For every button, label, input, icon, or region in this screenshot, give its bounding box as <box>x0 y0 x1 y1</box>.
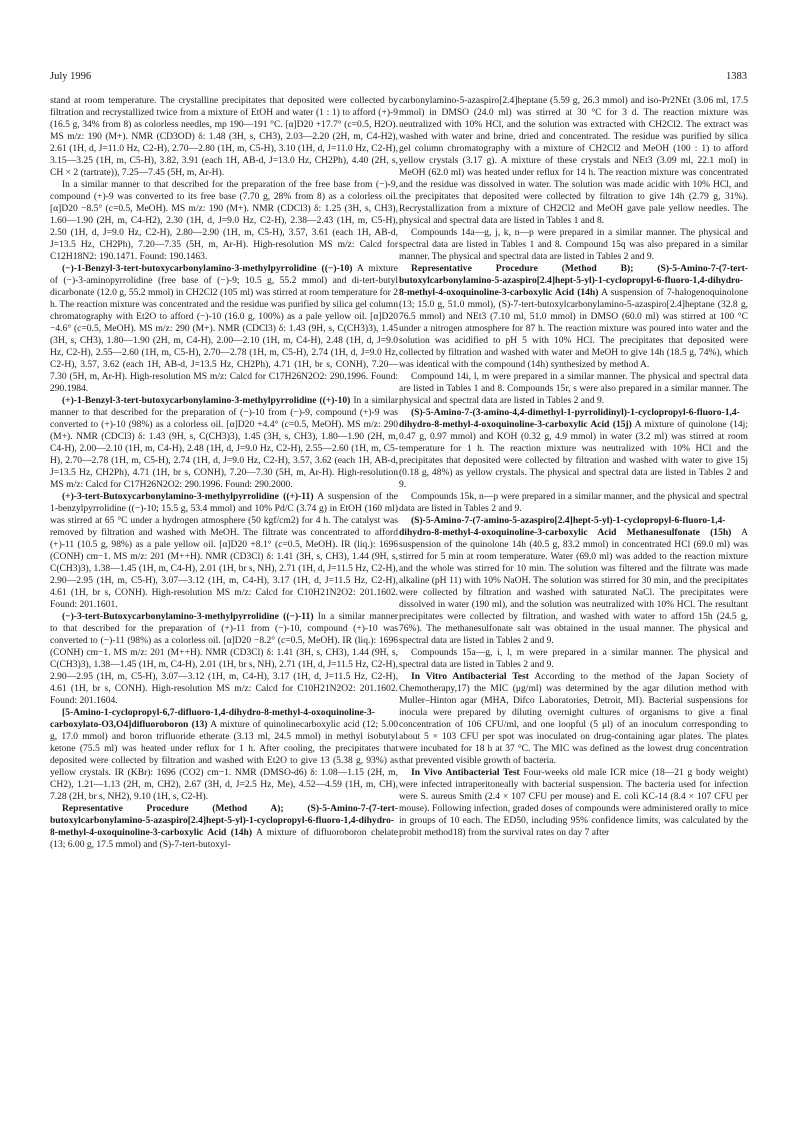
body-text: In a similar manner to that described for the preparation of (+)-11 from (−)-10, compound (+)-10 was converted to (−)-11 (98%) as a colorless oil. [α]D20 −8.2° (c=0.5, MeOH). IR (liq.): 1696 (CONH) cm−1. MS m/z: 201 (M++H). NMR (CD3Cl) δ: 1.41 (3H, s, CH3), 1.44 (9H, s, C(CH3)3), 1.38—1.45 (1H, m, C4-H), 2.01 (1H, br s, NH), 2.71 (1H, d, J=11.5 Hz, C2-H), 2.90—2.95 (1H, m, C5-H), 3.07—3.12 (1H, m, C4-H), 3.17 (1H, d, J=11.5 Hz, C2-H), 4.61 (1H, br s, CONH). High-resolution MS m/z: Calcd for C10H21N2O2: 201.1602. Found: 201.1604. <box>50 611 398 706</box>
body-text: A mixture of quinolinecarboxylic acid (12; 5.00 g, 17.0 mmol) and boron trifluoride etherate (3.13 ml, 24.5 mmol) in methyl isobutyl ketone (75.5 ml) was heated under reflux for 1 h. After cooling, the precipitates that deposited were collected by filtration and washed with Et2O to give 13 (5.38 g, 93%) as yellow crystals. IR (KBr): 1696 (CO2) cm−1. NMR (DMSO-d6) δ: 1.08—1.15 (2H, m, CH2), 1.21—1.13 (2H, m, CH2), 2.67 (3H, d, J=2.5 Hz, Me), 4.52—4.59 (1H, m, CH), 7.28 (2H, br s, NH2), 9.10 (1H, s, C2-H). <box>50 719 398 802</box>
running-header-date: July 1996 <box>50 71 92 82</box>
section-heading: In Vivo Antibacterial Test <box>411 767 520 778</box>
section-heading: (−)-1-Benzyl-3-tert-butoxycarbonylamino-3-methylpyrrolidine ((−)-10) <box>62 263 353 274</box>
paragraph <box>50 263 398 395</box>
section-heading: (S)-5-Amino-7-(7-amino-5-azaspiro[2.4]hept-5-yl)-1-cyclopropyl-6-fluoro-1,4-dihydro-8-methyl-4-oxoquinoline-3-carboxylic Acid Methanesulfonate (15h) <box>399 515 732 538</box>
paragraph <box>399 491 748 515</box>
paragraph <box>399 515 748 647</box>
body-text: In a similar manner to that described for the preparation of the free base from (−)-9, compound (+)-9 was converted to its free base (7.70 g, 28% from 8) as a colorless oil. [α]D20 −8.5° (c=0.5, MeOH). MS m/z: 190 (M+). NMR (CDCl3) δ: 1.25 (3H, s, CH3), 1.60—1.90 (2H, m, C4-H2), 2.30 (1H, d, J=9.0 Hz, C2-H), 2.38—2.43 (1H, m, C5-H), 2.50 (1H, d, J=9.0 Hz, C2-H), 2.80—2.90 (1H, m, C5-H), 3.57, 3.61 (each 1H, AB-d, J=13.5 Hz, CH2Ph), 7.20—7.35 (5H, m, Ar-H). High-resolution MS m/z: Calcd for C12H18N2: 190.1471. Found: 190.1463. <box>50 179 398 262</box>
left-column <box>50 95 398 851</box>
body-text: Compounds 15k, n—p were prepared in a similar manner, and the physical and spectral data are listed in Tables 2 and 9. <box>399 491 748 514</box>
section-heading: In Vitro Antibacterial Test <box>411 671 529 682</box>
body-text: A suspension of 7-halogenoquinolone (13; 15.0 g, 51.0 mmol), (S)-7-tert-butoxylcarbonylamino-5-azaspiro[2.4]heptane (32.8 g, 76.5 mmol) and NEt3 (7.10 ml, 51.0 mmol) in DMSO (60.0 ml) was stirred at 100 °C under a nitrogen atmosphere for 87 h. The reaction mixture was poured into water and the solution was acidified to pH 5 with 10% HCl. The precipitates that deposited were collected by filtration and washed with water and MeOH to give 14h (18.5 g, 74%), which was identical with the compound (14h) synthesized by method A. <box>399 287 748 370</box>
paragraph <box>50 491 398 611</box>
section-heading: Representative Procedure (Method A); (S)-5-Amino-7-(7-tert-butoxylcarbonylamino-5-azaspiro[2.4]hept-5-yl)-1-cyclopropyl-6-fluoro-1,4-dihydro-8-methyl-4-oxoquinoline-3-carboxylic Acid (14h) <box>50 803 398 838</box>
body-text: Four-weeks old male ICR mice (18—21 g body weight) were infected intraperitoneally with bacterial suspension. The bacteria used for infection were S. aureus Smith (2.4 × 107 CFU per mouse) and E. coli KC-14 (8.4 × 107 CFU per mouse). Following infection, graded doses of compounds were administered orally to mice in groups of 10 each. The ED50, including 95% confidence limits, was calculated by the probit method18) from the survival rates on day 7 after <box>399 767 748 838</box>
body-text: Compounds 14a—g, j, k, n—p were prepared in a similar manner. The physical and spectral data are listed in Tables 1 and 8. Compound 15q was also prepared in a similar manner. The physical and spectral data are listed in Tables 2 and 9. <box>399 227 748 262</box>
paragraph <box>399 767 748 839</box>
body-text: In a similar manner to that described for the preparation of (−)-10 from (−)-9, compound (+)-9 was converted to (+)-10 (98%) as a colorless oil. [α]D20 +4.4° (c=0.5, MeOH). MS m/z: 290 (M+). NMR (CDCl3) δ: 1.43 (9H, s, C(CH3)3), 1.45 (3H, s, CH3), 1.80—1.90 (2H, m, C4-H), 2.00—2.10 (1H, m, C4-H), 2.48 (1H, d, J=9.0 Hz, C2-H), 2.55—2.60 (1H, m, C5-H), 2.70—2.78 (1H, m, C5-H), 2.74 (1H, d, J=9.0 Hz, C2-H), 3.57, 3.62 (each 1H, AB-d, J=13.5 Hz, CH2Ph), 4.71 (1H, br s, CONH), 7.20—7.30 (5H, m, Ar-H). High-resolution MS m/z: Calcd for C17H26N2O2: 290.1996. Found: 290.2000. <box>50 395 399 490</box>
body-text: A mixture of difluoroboron chelate (13; 6.00 g, 17.5 mmol) and (S)-7-tert-butoxyl- <box>50 827 398 850</box>
body-text: According to the method of the Japan Society of Chemotherapy,17) the MIC (μg/ml) was determined by the agar dilution method with Muller–Hinton agar (MHA, Difco Laboratories, Detroit, MI). Bacterial suspensions for inocula were prepared by diluting overnight cultures of organisms to give a final concentration of 106 CFU/ml, and one loopful (5 μl) of an inoculum corresponding to about 5 × 103 CFU per spot was inoculated on drug-containing agar plates. The plates were incubated for 18 h at 37 °C. The MIC was defined as the lowest drug concentration that prevented visible growth of bacteria. <box>399 671 748 766</box>
body-text: stand at room temperature. The crystalline precipitates that deposited were collected by filtration and recrystallized twice from a mixture of EtOH and water (1 : 1) to afford (+)-9 (16.5 g, 34% from 8) as colorless needles, mp 190—191 °C. [α]D20 +17.7° (c=0.5, H2O). MS m/z: 190 (M+). NMR (CD3OD) δ: 1.48 (3H, s, CH3), 2.03—2.20 (2H, m, C4-H2), 2.61 (1H, d, J=11.0 Hz, C2-H), 2.70—2.80 (1H, m, C5-H), 3.10 (1H, d, J=11.0 Hz, C2-H), 3.15—3.25 (1H, m, C5-H), 3.82, 3.91 (each 1H, AB-d, J=13.0 Hz, CH2Ph), 4.40 (2H, s, CH × 2 (tartrate)), 7.25—7.45 (5H, m, Ar-H). <box>50 95 398 178</box>
paragraph <box>50 95 398 179</box>
paragraph <box>399 647 748 671</box>
paragraph <box>399 407 748 491</box>
body-text: A suspension of the quinolone 14h (40.5 g, 83.2 mmol) in concentrated HCl (69.0 ml) was stirred for 5 min at room temperature. Water (69.0 ml) was added to the reaction mixture and the whole was stirred for 10 min. The solution was filtered and the filtrate was made alkaline (pH 11) with 10% NaOH. The solution was stirred for 30 min, and the precipitates were collected by filtration and washed with saturated NaCl. The precipitates were dissolved in water (190 ml), and the solution was neutralized with 10% HCl. The resultant precipitates were collected by filtration, and washed with water to afford 15h (24.5 g, 76%). The methanesulfonate salt was obtained in the usual manner. The physical and spectral data are listed in Tables 2 and 9. <box>399 527 748 646</box>
paragraph <box>399 671 748 767</box>
paragraph <box>50 707 398 803</box>
section-heading: (−)-3-tert-Butoxycarbonylamino-3-methylpyrrolidine ((−)-11) <box>62 611 314 622</box>
body-text: carbonylamino-5-azaspiro[2.4]heptane (5.59 g, 26.3 mmol) and iso-Pr2NEt (3.06 ml, 17.5 mmol) in DMSO (24.0 ml) was stirred at 30 °C for 3 d. The reaction mixture was neutralized with 10% HCl, and the solution was extracted with CH2Cl2. The extract was washed with water and brine, dried and concentrated. The residue was purified by silica gel column chromatography with a mixture of CH2Cl2 and MeOH (100 : 1) to afford yellow crystals (3.17 g). A mixture of these crystals and NEt3 (3.09 ml, 22.1 mol) in MeOH (62.0 ml) was heated under reflux for 14 h. The reaction mixture was concentrated and the residue was dissolved in water. The solution was made acidic with 10% HCl, and the precipitates that deposited were collected by filtration to give 14h (2.79 g, 31%). Recrystallization from a mixture of CH2Cl2 and MeOH gave pale yellow needles. The physical and spectral data are listed in Tables 1 and 8. <box>399 95 748 226</box>
paragraph <box>399 95 748 227</box>
paragraph <box>50 179 398 263</box>
section-heading: (+)-1-Benzyl-3-tert-butoxycarbonylamino-3-methylpyrrolidine ((+)-10) <box>62 395 351 406</box>
paragraph <box>50 803 398 851</box>
body-text: Compound 14i, l, m were prepared in a similar manner. The physical and spectral data are listed in Tables 1 and 8. Compounds 15r, s were also prepared in a similar manner. The physical and spectral data are listed in Tables 2 and 9. <box>399 371 748 406</box>
section-heading: (S)-5-Amino-7-(3-amino-4,4-dimethyl-1-pyrrolidinyl)-1-cyclopropyl-6-fluoro-1,4-dihydro-8-methyl-4-oxoquinoline-3-carboxylic Acid (15j) <box>399 407 740 430</box>
right-column <box>399 95 748 839</box>
body-text: Compounds 15a—g, i, l, m were prepared in a similar manner. The physical and spectral data are listed in Tables 2 and 9. <box>399 647 748 670</box>
section-heading: (+)-3-tert-Butoxycarbonylamino-3-methylpyrrolidine ((+)-11) <box>62 491 314 502</box>
section-heading: Representative Procedure (Method B); (S)-5-Amino-7-(7-tert-butoxylcarbonylamino-5-azaspiro[2.4]hept-5-yl)-1-cyclopropyl-6-fluoro-1,4-dihydro-8-methyl-4-oxoquinoline-3-carboxylic Acid (14h) <box>399 263 748 298</box>
body-text: A mixture of quinolone (14j; 0.47 g, 0.97 mmol) and KOH (0.32 g, 4.9 mmol) in water (3.2 ml) was stirred at room temperature for 1 h. The reaction mixture was neutralized with 10% HCl and the precipitates that deposited were collected by filtration and washed with water to give 15j (0.18 g, 48%) as yellow crystals. The physical and spectral data are listed in Tables 2 and 9. <box>399 419 748 490</box>
paragraph <box>399 371 748 407</box>
paragraph <box>50 611 398 707</box>
section-heading: [5-Amino-1-cyclopropyl-6,7-difluoro-1,4-dihydro-8-methyl-4-oxoquinoline-3-carboxylato-O3,O4]difluoroboron (13) <box>50 707 375 730</box>
paragraph <box>50 395 398 491</box>
body-text: A suspension of the 1-benzylpyrrolidine ((−)-10; 15.5 g, 53.4 mmol) and 10% Pd/C (3.74 g) in EtOH (160 ml) was stirred at 65 °C under a hydrogen atmosphere (50 kgf/cm2) for 4 h. The catalyst was removed by filtration and washed with MeOH. The filtrate was concentrated to afford (+)-11 (10.5 g, 98%) as a pale yellow oil. [α]D20 +8.1° (c=0.5, MeOH). IR (liq.): 1696 (CONH) cm−1. MS m/z: 201 (M++H). NMR (CD3Cl) δ: 1.41 (3H, s, CH3), 1.44 (9H, s, C(CH3)3), 1.38—1.45 (1H, m, C4-H), 2.01 (1H, br s, NH), 2.71 (1H, d, J=11.5 Hz, C2-H), 2.90—2.95 (1H, m, C5-H), 3.07—3.12 (1H, m, C4-H), 3.17 (1H, d, J=11.5 Hz, C2-H), 4.61 (1H, br s, CONH). High-resolution MS m/z: Calcd for C10H21N2O2: 201.1602. Found: 201.1601. <box>50 491 398 610</box>
page-number: 1383 <box>726 71 747 82</box>
body-text: A mixture of (−)-3-aminopyrrolidine (free base of (−)-9; 10.5 g, 55.2 mmol) and di-tert-butyl dicarbonate (12.0 g, 55.2 mmol) in CH2Cl2 (105 ml) was stirred at room temperature for 2 h. The reaction mixture was concentrated and the residue was purified by silica gel column chromatography with Et2O to afford (−)-10 (16.0 g, 100%) as a pale yellow oil. [α]D20 −4.6° (c=0.5, MeOH). MS m/z: 290 (M+). NMR (CDCl3) δ: 1.43 (9H, s, C(CH3)3), 1.45 (3H, s, CH3), 1.80—1.90 (2H, m, C4-H), 2.00—2.10 (1H, m, C4-H), 2.48 (1H, d, J=9.0 Hz, C2-H), 2.55—2.60 (1H, m, C5-H), 2.70—2.78 (1H, m, C5-H), 2.74 (1H, d, J=9.0 Hz, C2-H), 3.57, 3.62 (each 1H, AB-d, J=13.5 Hz, CH2Ph), 4.71 (1H, br s, CONH), 7.20—7.30 (5H, m, Ar-H). High-resolution MS m/z: Calcd for C17H26N2O2: 290.1996. Found: 290.1984. <box>50 263 399 394</box>
paragraph <box>399 263 748 371</box>
paragraph <box>399 227 748 263</box>
